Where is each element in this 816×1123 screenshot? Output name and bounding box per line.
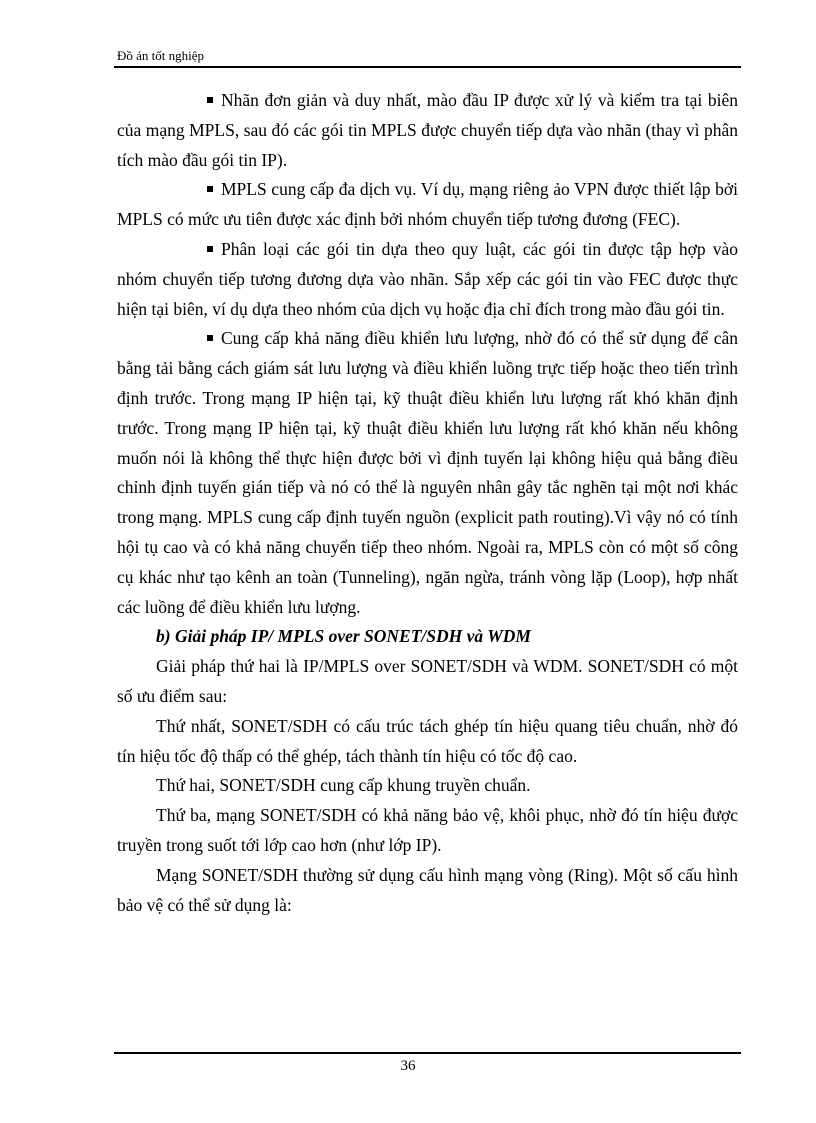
page-number: 36 [400,1058,416,1074]
paragraph: Thứ ba, mạng SONET/SDH có khả năng bảo vệ, khôi phục, nhờ đó tín hiệu được truyền trong suốt tới lớp cao hơn (như lớp IP). [117,805,738,855]
bullet-item [117,324,738,622]
bullet-text: Phân loại các gói tin dựa theo quy luật, các gói tin được tập hợp vào nhóm chuyển tiếp tương đương dựa vào nhãn. Sắp xếp các gói tin vào FEC được thực hiện tại biên, ví dụ dựa theo nhóm của dịch vụ hoặc địa chỉ đích trong mào đầu gói tin. [117,238,738,319]
bullet-text: Cung cấp khả năng điều khiển lưu lượng, nhờ đó có thể sử dụng để cân bằng tải bằng cách giám sát lưu lượng và điều khiển luồng trực tiếp hoặc theo tiến trình định trước. Trong mạng IP hiện tại, kỹ thuật điều khiển lưu lượng rất khó khăn định trước. Trong mạng IP hiện tại, kỹ thuật điều khiển lưu lượng rất khó khăn nếu không muốn nói là không thể thực hiện được bởi vì định tuyến lại không hiệu quả bằng điều chỉnh định tuyến gián tiếp và nó có thể là nguyên nhân gây tắc nghẽn tại một nơi khác trong mạng. MPLS cung cấp định tuyến nguồn (explicit path routing).Vì vậy nó có tính hội tụ cao và có khả năng chuyển tiếp theo nhóm. Ngoài ra, MPLS còn có một số công cụ khác như tạo kênh an toàn (Tunneling), ngăn ngừa, tránh vòng lặp (Loop), hợp nhất các luồng để điều khiển lưu lượng. [117,328,738,617]
bullet-text: Nhãn đơn giản và duy nhất, mào đầu IP được xử lý và kiểm tra tại biên của mạng MPLS, sau đó các gói tin MPLS được chuyển tiếp dựa vào nhãn (thay vì phân tích mào đầu gói tin IP). [117,90,738,170]
bullet-item [117,175,738,235]
paragraph: Giải pháp thứ hai là IP/MPLS over SONET/SDH và WDM. SONET/SDH có một số ưu điểm sau: [117,656,738,706]
page-body [117,86,738,920]
bullet-text: MPLS cung cấp đa dịch vụ. Ví dụ, mạng riêng ảo VPN được thiết lập bởi MPLS có mức ưu tiên được xác định bởi nhóm chuyển tiếp tương đương (FEC). [117,179,738,230]
footer-rule [114,1052,741,1054]
running-header: Đồ án tốt nghiệp [117,48,205,63]
bullet-item [117,235,738,324]
square-bullet-icon [207,186,213,192]
paragraph: Mạng SONET/SDH thường sử dụng cấu hình mạng vòng (Ring). Một số cấu hình bảo vệ có thể sử dụng là: [117,864,738,915]
square-bullet-icon [207,335,213,341]
section-subheading: b) Giải pháp IP/ MPLS over SONET/SDH và WDM [156,626,531,647]
square-bullet-icon [207,246,213,252]
paragraph: Thứ hai, SONET/SDH cung cấp khung truyền chuẩn. [156,775,531,796]
paragraph: Thứ nhất, SONET/SDH có cấu trúc tách ghép tín hiệu quang tiêu chuẩn, nhờ đó tín hiệu tốc độ thấp có thể ghép, tách thành tín hiệu có tốc độ cao. [117,715,738,766]
bullet-item [117,86,738,175]
header-rule [114,66,741,68]
square-bullet-icon [207,97,213,103]
